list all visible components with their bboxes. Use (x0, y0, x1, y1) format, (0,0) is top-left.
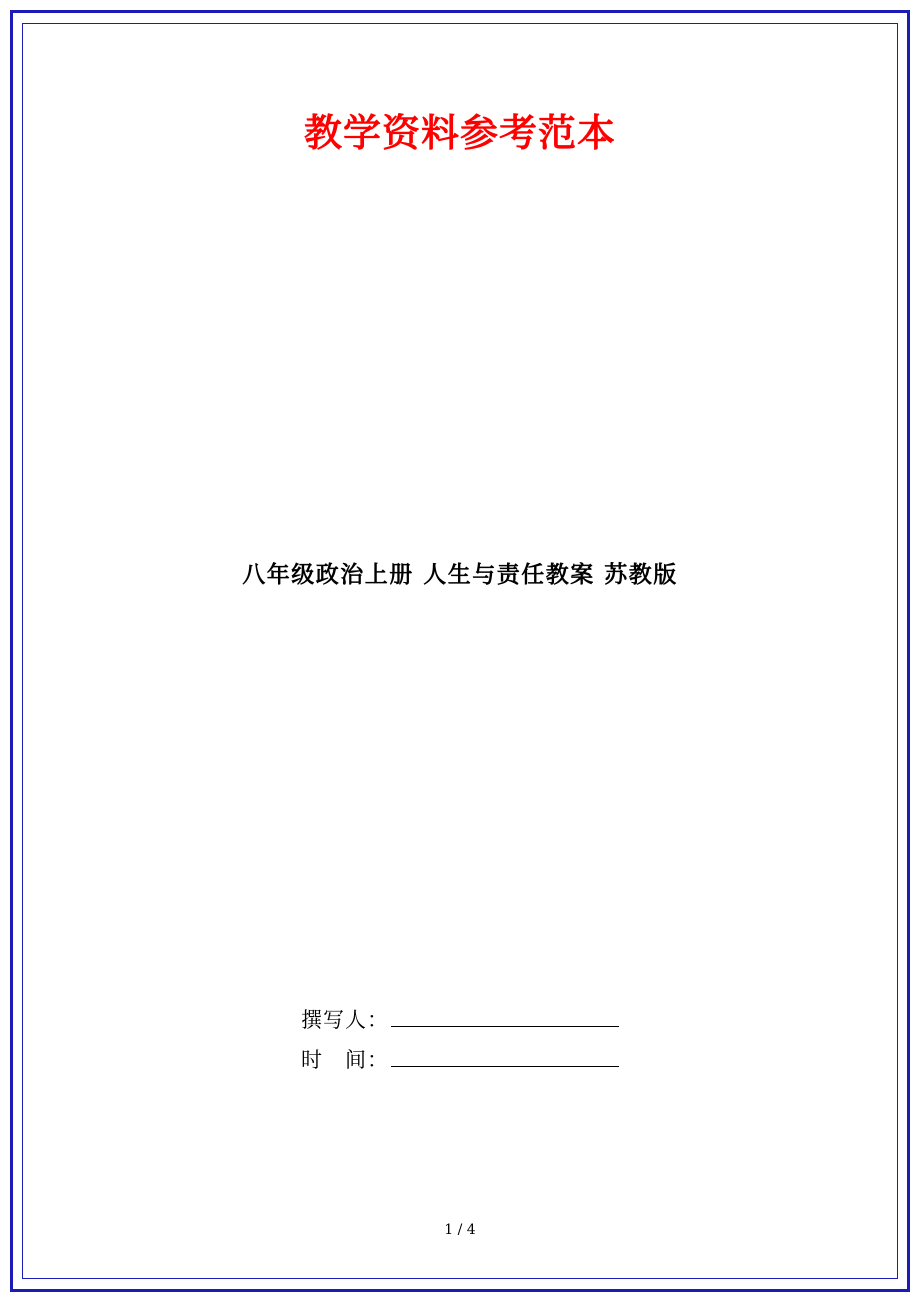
page-number: 1 / 4 (444, 1222, 476, 1238)
author-input[interactable] (391, 1002, 619, 1027)
date-label: 时 间： (301, 1048, 389, 1072)
document-title: 八年级政治上册 人生与责任教案 苏教版 (242, 561, 678, 588)
banner-title: 教学资料参考范本 (303, 111, 616, 155)
author-label: 撰写人： (301, 1008, 389, 1032)
field-row-date (0, 1040, 920, 1080)
date-input[interactable] (391, 1042, 619, 1067)
signature-fields (0, 1000, 920, 1080)
field-row-author (0, 1000, 920, 1040)
